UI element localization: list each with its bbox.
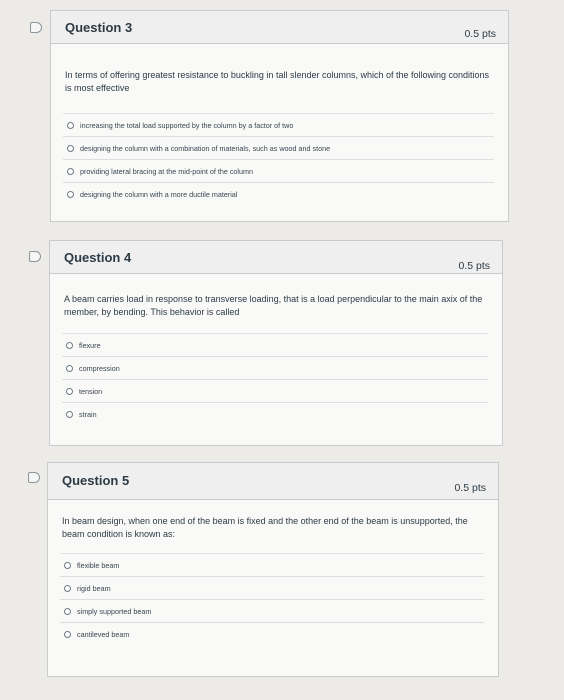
question-text: In terms of offering greatest resistance to buckling in tall slender columns, which of the following conditions is most effective	[65, 70, 490, 93]
answer-label: designing the column with a combination of materials, such as wood and stone	[80, 143, 331, 153]
question-points: 0.5 pts	[458, 260, 490, 272]
radio-button[interactable]	[67, 191, 74, 198]
answer-label: increasing the total load supported by the column by a factor of two	[80, 120, 294, 130]
question-title: Question 5	[62, 473, 130, 488]
answer-option[interactable]	[60, 622, 484, 645]
answer-label: cantileved beam	[77, 629, 130, 639]
question-card-3	[50, 10, 509, 222]
radio-button[interactable]	[66, 342, 73, 349]
answer-label: flexure	[79, 340, 101, 350]
question-text: A beam carries load in response to transverse loading, that is a load perpendicular to the main axix of the member, by bending. This behavior is called	[64, 294, 483, 317]
answer-option[interactable]	[62, 402, 488, 425]
radio-button[interactable]	[64, 608, 71, 615]
answer-option[interactable]	[62, 356, 488, 379]
radio-button[interactable]	[66, 365, 73, 372]
answer-option[interactable]	[60, 576, 484, 599]
question-header	[48, 463, 498, 500]
radio-button[interactable]	[64, 631, 71, 638]
answer-label: designing the column with a more ductile material	[80, 189, 238, 199]
flag-question-icon[interactable]	[29, 251, 41, 262]
question-points: 0.5 pts	[454, 482, 486, 494]
answer-list	[62, 333, 488, 425]
question-title: Question 4	[64, 250, 132, 265]
flag-question-icon[interactable]	[28, 472, 40, 483]
answer-option[interactable]	[62, 333, 488, 356]
answer-list	[63, 113, 494, 205]
answer-label: simply supported beam	[77, 606, 152, 616]
flag-question-icon[interactable]	[30, 22, 42, 33]
question-card-4	[49, 240, 503, 446]
question-card-5	[47, 462, 499, 677]
answer-label: strain	[79, 409, 97, 419]
answer-option[interactable]	[63, 159, 494, 182]
question-header	[50, 241, 502, 274]
answer-option[interactable]	[63, 182, 494, 205]
answer-label: compression	[79, 363, 120, 373]
answer-option[interactable]	[60, 599, 484, 622]
question-header	[51, 11, 508, 44]
answer-label: rigid beam	[77, 583, 111, 593]
answer-label: flexible beam	[77, 560, 120, 570]
radio-button[interactable]	[67, 122, 74, 129]
radio-button[interactable]	[64, 585, 71, 592]
radio-button[interactable]	[67, 145, 74, 152]
answer-option[interactable]	[62, 379, 488, 402]
answer-option[interactable]	[63, 136, 494, 159]
radio-button[interactable]	[67, 168, 74, 175]
radio-button[interactable]	[66, 411, 73, 418]
answer-label: tension	[79, 386, 103, 396]
answer-list	[60, 553, 484, 645]
radio-button[interactable]	[64, 562, 71, 569]
question-points: 0.5 pts	[464, 28, 496, 40]
answer-label: providing lateral bracing at the mid-point of the column	[80, 166, 253, 176]
question-title: Question 3	[65, 20, 133, 35]
answer-option[interactable]	[60, 553, 484, 576]
answer-option[interactable]	[63, 113, 494, 136]
radio-button[interactable]	[66, 388, 73, 395]
question-text: In beam design, when one end of the beam is fixed and the other end of the beam is unsupported, the beam condition is known as:	[62, 516, 468, 539]
